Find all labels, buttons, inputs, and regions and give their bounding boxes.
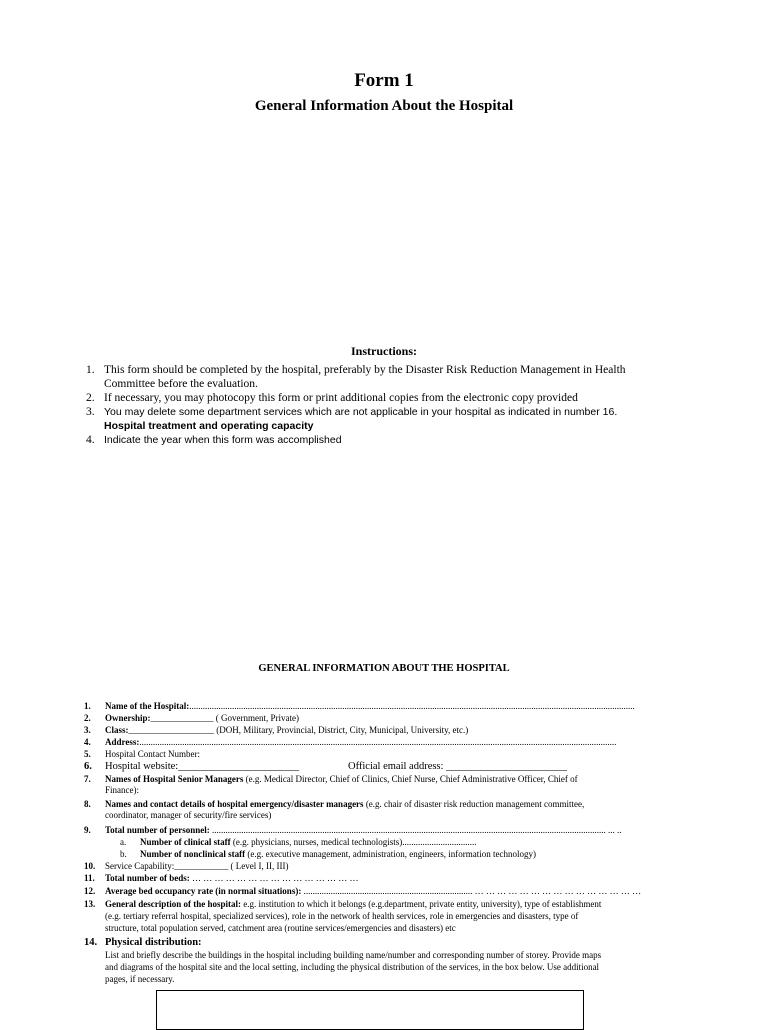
- item-number: 10.: [84, 861, 96, 871]
- instruction-text-continued: Committee before the evaluation.: [104, 378, 258, 390]
- field-hint-continued: Finance):: [105, 785, 139, 795]
- field-label: Ownership:: [105, 713, 151, 723]
- instruction-number: 1.: [86, 364, 95, 376]
- field-hint: List and briefly describe the buildings in the hospital including building name/number and corresponding number of storey. Provide maps: [105, 950, 602, 960]
- item-number: 4.: [84, 737, 91, 747]
- field-label: Total number of beds:: [105, 873, 190, 883]
- field-hint: (e.g. executive management, administration, engineers, information technology): [247, 849, 536, 859]
- instruction-text: Indicate the year when this form was accomplished: [104, 434, 342, 446]
- field-email: Official email address: _______________________: [348, 761, 567, 772]
- field-label: Average bed occupancy rate (in normal situations):: [105, 886, 302, 896]
- field-blank: ___________________ (DOH, Military, Provincial, District, City, Municipal, University, etc.): [128, 725, 469, 735]
- field-label: Total number of personnel:: [105, 825, 210, 835]
- instruction-item-3: [86, 406, 706, 434]
- field-label: Physical distribution:: [105, 937, 202, 948]
- field-hint-continued: pages, if necessary.: [105, 974, 175, 984]
- instruction-item-4: [86, 434, 706, 448]
- field-blank: … … … … … … … … … … … … … … …: [192, 873, 359, 883]
- field-label: General description of the hospital:: [105, 899, 241, 909]
- instruction-text: This form should be completed by the hospital, preferably by the Disaster Risk Reduction Management in Health: [104, 364, 626, 376]
- field-blank: ....................................................................................................................................................................................................................: [139, 737, 617, 747]
- item-number: 1.: [84, 701, 91, 711]
- form-subtitle: General Information About the Hospital: [254, 98, 514, 114]
- item-number: 2.: [84, 713, 91, 723]
- field-hint: (e.g. chair of disaster risk reduction management committee,: [365, 799, 585, 809]
- field-label: Class:: [105, 725, 129, 735]
- field-label: Number of clinical staff: [140, 837, 231, 847]
- form-title: Form 1: [354, 70, 414, 91]
- general-info-heading: GENERAL INFORMATION ABOUT THE HOSPITAL: [258, 663, 510, 674]
- field-blank: ............................................................................................................................................................................... ... ..: [212, 825, 622, 835]
- field-blank: ______________ ( Government, Private): [150, 713, 299, 723]
- field-blank: ......................................................................................................................................................................................................: [189, 701, 635, 711]
- physical-distribution-box[interactable]: [156, 990, 584, 1030]
- item-number: 5.: [84, 749, 91, 759]
- field-hint: e.g. institution to which it belongs (e.g.department, private entity, university), type of establishment: [243, 899, 602, 909]
- item-number: 9.: [84, 825, 91, 835]
- field-hint-continued: structure, total population served, catchment area (routine services/emergencies and disasters) etc: [105, 923, 456, 933]
- field-hint: (e.g. Medical Director, Chief of Clinics, Chief Nurse, Chief Administrative Officer, Chief of: [245, 774, 578, 784]
- field-website: Hospital website:_______________________: [105, 761, 299, 772]
- item-number: 14.: [84, 937, 98, 948]
- field-label: Names and contact details of hospital emergency/disaster managers: [105, 799, 364, 809]
- field-label: Names of Hospital Senior Managers: [105, 774, 244, 784]
- item-number: 13.: [84, 899, 96, 909]
- item-number: 8.: [84, 799, 91, 809]
- item-number: 11.: [84, 873, 95, 883]
- item-number: 12.: [84, 886, 96, 896]
- item-number: 3.: [84, 725, 91, 735]
- field-hint-continued: coordinator, manager of security/fire services): [105, 810, 272, 820]
- instruction-item-1: [86, 364, 706, 392]
- field-hint-continued: and diagrams of the hospital site and the local setting, including the physical distribution of the services, in the box below. Use additional: [105, 962, 600, 972]
- subitem-letter: a.: [120, 837, 127, 847]
- field-label: Service Capability:____________ ( Level I, II, III): [105, 861, 289, 871]
- instructions-heading: Instructions:: [350, 344, 417, 358]
- field-label: Address:: [105, 737, 140, 747]
- instruction-text: If necessary, you may photocopy this form or print additional copies from the electronic copy provided: [104, 392, 578, 404]
- field-label: Number of nonclinical staff: [140, 849, 246, 859]
- instruction-number: 3.: [86, 406, 95, 418]
- field-hint-continued: (e.g. tertiary referral hospital, specialized services), role in the network of health services, role in emergencies and disasters, type of: [105, 911, 579, 921]
- subitem-letter: b.: [120, 849, 127, 859]
- field-blank: ........................................................................... … … … … … … … … … … … … … … …: [303, 886, 642, 896]
- item-number: 6.: [84, 761, 92, 772]
- item-number: 7.: [84, 774, 91, 784]
- instruction-text-continued: Hospital treatment and operating capacity: [104, 420, 314, 432]
- field-label: Hospital Contact Number:: [105, 749, 200, 759]
- instruction-number: 4.: [86, 434, 95, 446]
- field-label: Name of the Hospital:: [105, 701, 190, 711]
- instruction-item-2: [86, 392, 706, 406]
- instruction-number: 2.: [86, 392, 95, 404]
- instruction-text: You may delete some department services which are not applicable in your hospital as indicated in number 16.: [104, 406, 618, 418]
- field-hint: (e.g. physicians, nurses, medical technologists).................................: [232, 837, 477, 847]
